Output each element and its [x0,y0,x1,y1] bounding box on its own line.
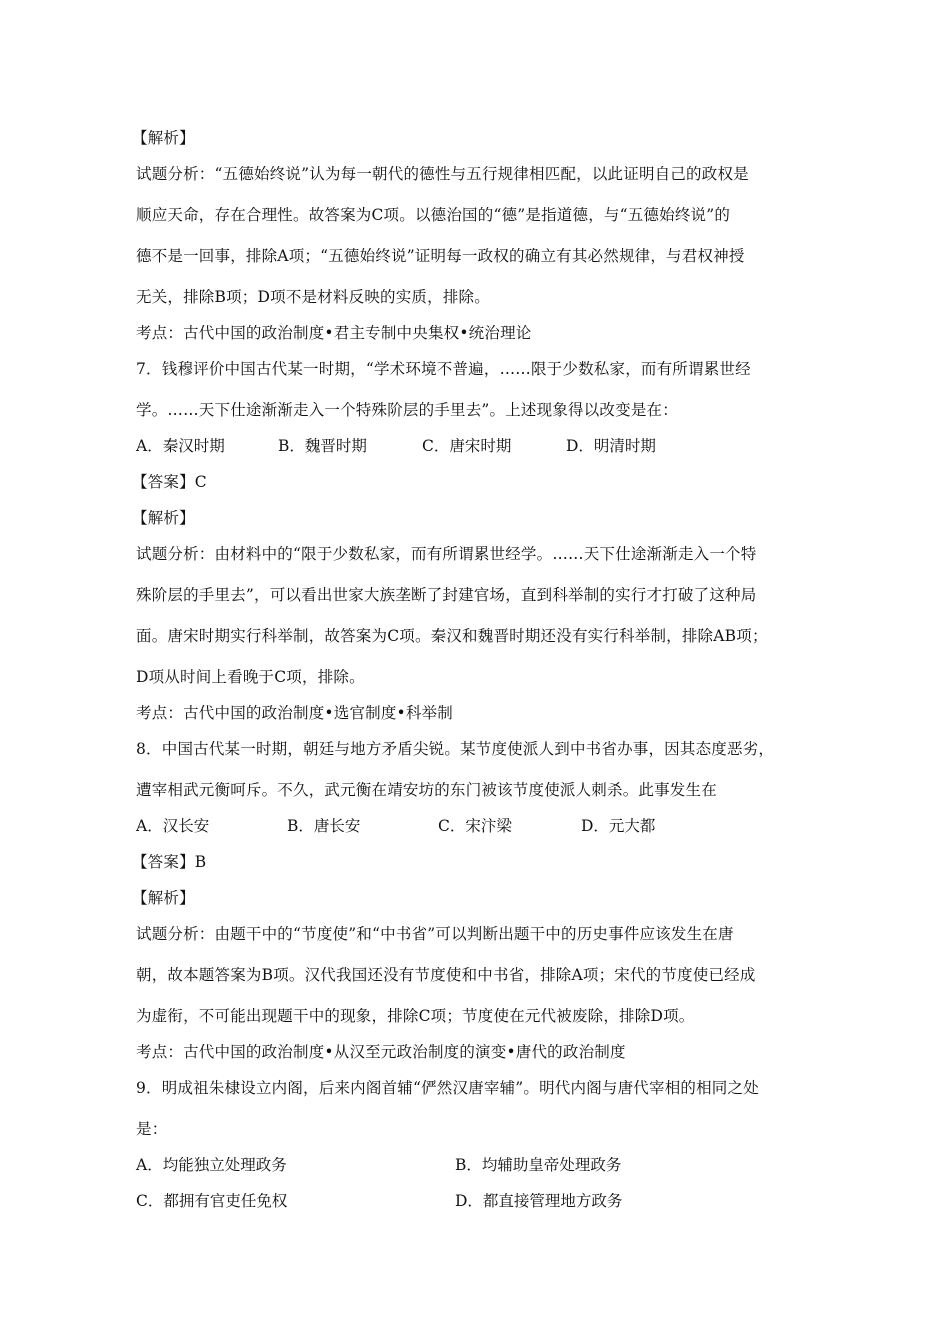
q6-kaodian: 考点：古代中国的政治制度•君主专制中央集权•统治理论 [136,324,532,342]
q8-answer: 【答案】B [132,853,207,871]
q8-analysis-line: 朝，故本题答案为B项。汉代我国还没有节度使和中书省，排除A项；宋代的节度使已经成 [136,966,756,984]
q7-analysis-line: 试题分析：由材料中的“限于少数私家，而有所谓累世经学。……天下仕途渐渐走入一个特 [136,545,757,563]
q7-analysis-label: 【解析】 [132,509,195,527]
q7-kaodian: 考点：古代中国的政治制度•选官制度•科举制 [136,704,453,722]
q7-option-c: C．唐宋时期 [422,437,512,455]
q8-stem-line: 8．中国古代某一时期，朝廷与地方矛盾尖锐。某节度使派人到中书省办事，因其态度恶劣， [136,740,775,758]
q6-analysis-line: 德不是一回事，排除A项；“五德始终说”证明每一政权的确立有其必然规律，与君权神授 [136,247,745,265]
q7-option-a: A．秦汉时期 [136,437,225,455]
q8-analysis-label: 【解析】 [132,889,195,907]
q7-stem-line: 7．钱穆评价中国古代某一时期，“学术环境不普遍，……限于少数私家，而有所谓累世经 [136,360,751,378]
q9-option-c: C．都拥有官吏任免权 [136,1192,288,1210]
q7-analysis-line: D项从时间上看晚于C项，排除。 [136,668,365,686]
q9-stem-line: 9．明成祖朱棣设立内阁，后来内阁首辅“俨然汉唐宰辅”。明代内阁与唐代宰相的相同之处 [136,1079,759,1097]
q8-option-d: D．元大都 [581,817,656,835]
q7-stem-line: 学。……天下仕途渐渐走入一个特殊阶层的手里去”。上述现象得以改变是在： [136,401,678,419]
q7-analysis-line: 殊阶层的手里去”，可以看出世家大族垄断了封建官场，直到科举制的实行才打破了这种局 [136,586,757,604]
q9-option-b: B．均辅助皇帝处理政务 [455,1156,622,1174]
q9-stem-line: 是： [136,1120,168,1138]
q7-analysis-line: 面。唐宋时期实行科举制，故答案为C项。秦汉和魏晋时期还没有实行科举制，排除AB项； [136,627,768,645]
q8-analysis-line: 为虚衔，不可能出现题干中的现象，排除C项；节度使在元代被废除，排除D项。 [136,1007,695,1025]
q8-stem-line: 遭宰相武元衡呵斥。不久，武元衡在靖安坊的东门被该节度使派人刺杀。此事发生在 [136,781,717,799]
q7-option-b: B．魏晋时期 [278,437,367,455]
q6-analysis-line: 无关，排除B项；D项不是材料反映的实质，排除。 [136,288,490,306]
q6-analysis-line: 试题分析：“五德始终说”认为每一朝代的德性与五行规律相匹配，以此证明自己的政权是 [136,165,749,183]
q8-option-a: A．汉长安 [136,817,210,835]
q8-analysis-line: 试题分析：由题干中的“节度使”和“中书省”可以判断出题干中的历史事件应该发生在唐 [136,925,734,943]
q8-kaodian: 考点：古代中国的政治制度•从汉至元政治制度的演变•唐代的政治制度 [136,1043,626,1061]
q8-option-c: C．宋汴梁 [438,817,512,835]
q8-option-b: B．唐长安 [287,817,361,835]
q6-analysis-label: 【解析】 [132,129,195,147]
q7-option-d: D．明清时期 [566,437,656,455]
q9-option-a: A．均能独立处理政务 [136,1156,287,1174]
q7-answer: 【答案】C [132,473,207,491]
q6-analysis-line: 顺应天命，存在合理性。故答案为C项。以德治国的“德”是指道德，与“五德始终说”的 [136,206,731,224]
q9-option-d: D．都直接管理地方政务 [455,1192,623,1210]
